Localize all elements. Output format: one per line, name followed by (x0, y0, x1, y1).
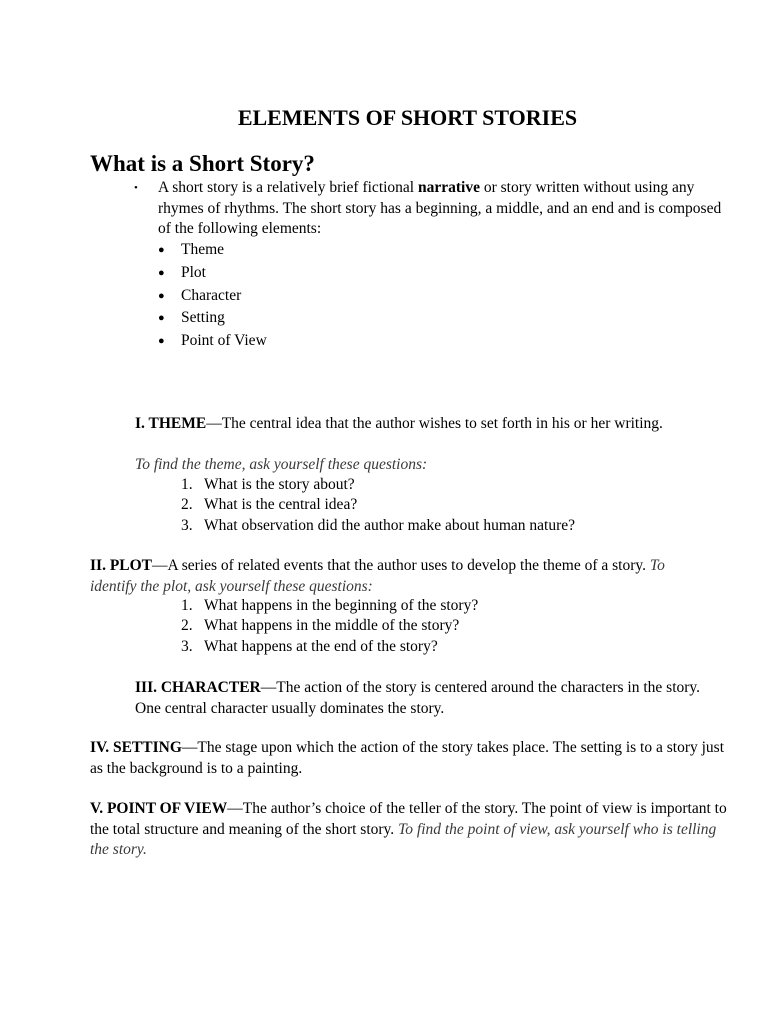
intro-text: A short story is a relatively brief fictional narrative or story written without using any rhymes of rhythms. The short story has a beginning, a middle, and an end and is composed of the following elements: (158, 179, 722, 237)
list-item: ● Theme (158, 240, 267, 263)
setting-section (90, 738, 730, 779)
section-heading: What is a Short Story? (90, 151, 315, 176)
elements-list (158, 240, 267, 354)
pov-section (90, 799, 730, 861)
list-item: ● Character (158, 286, 267, 309)
document-title: ELEMENTS OF SHORT STORIES (237, 105, 578, 130)
pov-label: V. POINT OF VIEW (90, 800, 228, 817)
plot-questions (181, 596, 478, 657)
character-label: III. CHARACTER (135, 679, 261, 696)
list-item: 2. What happens in the middle of the story? (181, 617, 460, 635)
theme-questions (181, 475, 575, 536)
list-item: 3. What observation did the author make about human nature? (181, 516, 576, 534)
setting-label: IV. SETTING (90, 739, 182, 756)
list-item: 2. What is the central idea? (181, 496, 358, 514)
character-desc: —The action of the story is centered around the characters in the story. One central character usually dominates the story. (135, 679, 701, 717)
pov-desc: —The author’s choice of the teller of the story. The point of view is important to the total structure and meaning of the short story. (90, 800, 727, 838)
pov-hint: To find the point of view, ask yourself who is telling the story. (90, 820, 717, 858)
list-item: ● Plot (158, 263, 267, 286)
theme-section (135, 414, 695, 435)
list-item: 1. What is the story about? (181, 476, 355, 493)
list-item: ● Setting (158, 308, 267, 331)
intro-paragraph (134, 178, 734, 240)
plot-section (90, 556, 690, 597)
plot-label: II. PLOT (90, 557, 153, 574)
intro-bullet: • (134, 182, 138, 194)
theme-desc: —The central idea that the author wishes to set forth in his or her writing. (206, 415, 663, 432)
plot-hint: To identify the plot, ask yourself these questions: (90, 557, 665, 595)
character-section (135, 678, 715, 719)
plot-desc: —A series of related events that the author uses to develop the theme of a story. (152, 557, 650, 574)
narrative-bold: narrative (418, 179, 480, 196)
list-item: ● Point of View (158, 331, 267, 354)
setting-desc: —The stage upon which the action of the story takes place. The setting is to a story just as the background is to a painting. (90, 739, 724, 777)
theme-hint: To find the theme, ask yourself these questions: (135, 456, 428, 473)
list-item: 3. What happens at the end of the story? (181, 637, 438, 655)
theme-label: I. THEME (135, 415, 207, 432)
list-item: 1. What happens in the beginning of the story? (181, 597, 479, 614)
